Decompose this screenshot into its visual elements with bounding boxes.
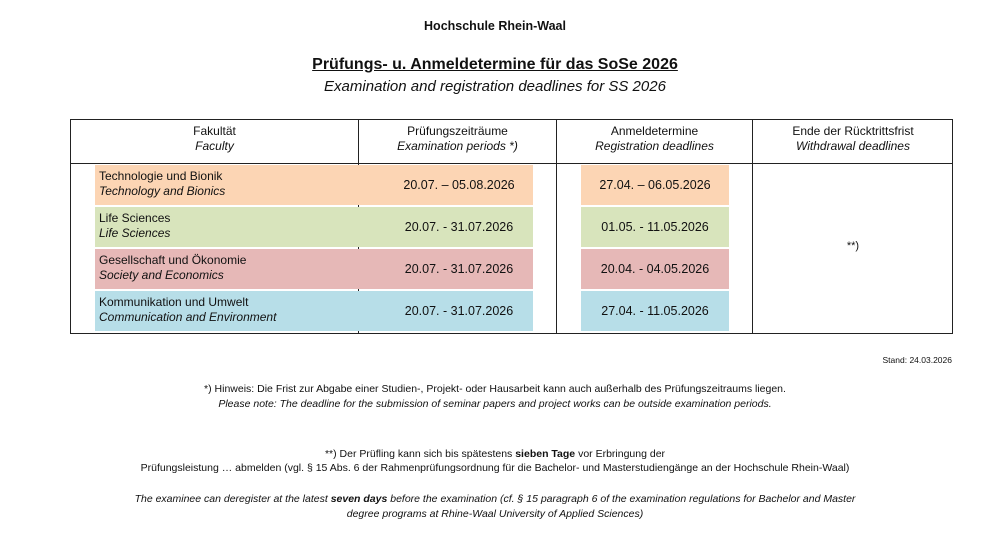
note-emphasis: sieben Tage	[515, 448, 576, 460]
header-exam-de: Prüfungszeiträume	[407, 124, 508, 138]
header-faculty-en: Faculty	[195, 139, 234, 153]
exam-period-cell: 20.07. - 31.07.2026	[385, 207, 533, 247]
header-registration	[557, 124, 752, 154]
faculty-cell-life-sciences	[95, 207, 406, 247]
header-withdrawal-de: Ende der Rücktrittsfrist	[792, 124, 914, 138]
note-text: **) Der Prüfling kann sich bis spätestens	[324, 448, 513, 460]
faculty-cell-communication	[95, 291, 406, 331]
exam-period-cell: 20.07. - 31.07.2026	[385, 291, 533, 331]
footnote-withdrawal-en-line2: degree programs at Rhine-Waal University of Applied Sciences)	[346, 508, 644, 520]
header-faculty	[71, 124, 358, 154]
faculty-name-de: Gesellschaft und Ökonomie	[99, 253, 247, 267]
note-emphasis: seven days	[330, 493, 388, 505]
page-subtitle: Examination and registration deadlines for SS 2026	[324, 78, 666, 95]
exam-period-cell: 20.07. - 31.07.2026	[385, 249, 533, 289]
registration-cell: 01.05. - 11.05.2026	[581, 207, 729, 247]
faculty-name-en: Communication and Environment	[99, 310, 277, 324]
note-text: The examinee can deregister at the latest	[134, 493, 328, 505]
stand-date: Stand: 24.03.2026	[882, 355, 952, 365]
withdrawal-deadline-cell: **)	[846, 240, 860, 252]
note-text: before the examination (cf. § 15 paragraph 6 of the examination regulations for Bachelor and Master	[390, 493, 856, 505]
registration-cell: 27.04. - 11.05.2026	[581, 291, 729, 331]
faculty-name-en: Life Sciences	[99, 226, 171, 240]
faculty-name-en: Technology and Bionics	[99, 184, 226, 198]
exam-period-cell: 20.07. – 05.08.2026	[385, 165, 533, 205]
registration-cell: 27.04. – 06.05.2026	[581, 165, 729, 205]
faculty-cell-technology	[95, 165, 406, 205]
header-exam-periods	[359, 124, 556, 154]
header-exam-en: Examination periods *)	[397, 139, 518, 153]
footnote-withdrawal-de	[0, 448, 990, 460]
header-withdrawal-en: Withdrawal deadlines	[796, 139, 910, 153]
header-registration-de: Anmeldetermine	[610, 124, 699, 138]
registration-cell: 20.04. - 04.05.2026	[581, 249, 729, 289]
page-title: Prüfungs- u. Anmeldetermine für das SoSe 2026	[312, 56, 678, 73]
header-withdrawal	[753, 124, 953, 154]
header-registration-en: Registration deadlines	[595, 139, 714, 153]
footnote-withdrawal-en	[0, 493, 990, 505]
institution-name: Hochschule Rhein-Waal	[424, 19, 566, 33]
schedule-table	[70, 119, 953, 334]
header-faculty-de: Fakultät	[193, 124, 236, 138]
note-text: vor Erbringung der	[578, 448, 666, 460]
footnote-exam-en: Please note: The deadline for the submission of seminar papers and project works can be outside examination periods.	[218, 398, 772, 410]
faculty-cell-society	[95, 249, 406, 289]
faculty-name-de: Kommunikation und Umwelt	[99, 295, 249, 309]
faculty-name-de: Life Sciences	[99, 211, 171, 225]
faculty-name-en: Society and Economics	[99, 268, 224, 282]
faculty-name-de: Technologie und Bionik	[99, 169, 223, 183]
footnote-withdrawal-de-line2: Prüfungsleistung … abmelden (vgl. § 15 Abs. 6 der Rahmenprüfungsordnung für die Bachelor- und Masterstudiengänge an der Hochschule Rhein-Waal)	[140, 462, 850, 474]
footnote-exam-de: *) Hinweis: Die Frist zur Abgabe einer Studien-, Projekt- oder Hausarbeit kann auch außerhalb des Prüfungszeitraums liegen.	[204, 383, 786, 395]
